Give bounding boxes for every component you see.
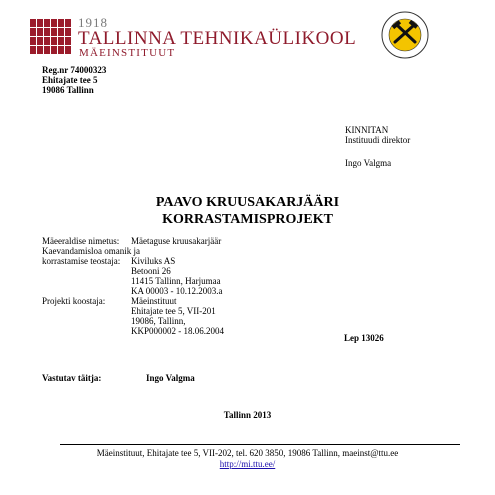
author-line: Ehitajate tee 5, VII-201 xyxy=(131,306,216,316)
executor-line: Betooni 26 xyxy=(131,266,171,276)
purpose-value: Mäetaguse kruusakarjäär xyxy=(131,236,222,246)
purpose-label: Mäeeraldise nimetus: xyxy=(42,236,120,246)
institute-name: MÄEINSTITUUT xyxy=(79,47,176,59)
author-line: KKP000002 - 18.06.2004 xyxy=(131,326,225,336)
address-street: Ehitajate tee 5 xyxy=(42,75,98,85)
approval-role: Instituudi direktor xyxy=(345,135,411,145)
approval-name: Ingo Valgma xyxy=(345,158,392,168)
owner-label: Kaevandamisloa omanik ja xyxy=(42,246,140,256)
executor-line: Kiviluks AS xyxy=(131,256,176,266)
author-label: Projekti koostaja: xyxy=(42,296,106,306)
executor-line: KA 00003 - 10.12.2003.a xyxy=(131,286,223,296)
executor-label: korrastamise teostaja: xyxy=(42,256,121,266)
author-line: Mäeinstituut xyxy=(131,296,177,306)
footer-contact: Mäeinstituut, Ehitajate tee 5, VII-202, tel. 620 3850, 19086 Tallinn, maeinst@ttu.ee xyxy=(96,448,399,458)
footer-url-link[interactable]: http://mi.ttu.ee/ xyxy=(219,459,276,469)
contract-number: Lep 13026 xyxy=(344,333,384,343)
logo-year: 1918 xyxy=(78,15,108,30)
approval-label: KINNITAN xyxy=(345,125,389,135)
university-logo-mark xyxy=(30,19,73,55)
responsible-name: Ingo Valgma xyxy=(146,373,195,383)
responsible-label: Vastutav täitja: xyxy=(42,373,102,383)
document-title-line2: KORRASTAMISPROJEKT xyxy=(162,212,333,227)
document-title-line1: PAAVO KRUUSAKARJÄÄRI xyxy=(155,195,340,210)
registration-number: Reg.nr 74000323 xyxy=(42,65,107,75)
institute-emblem-icon xyxy=(380,10,430,60)
address-city: 19086 Tallinn xyxy=(42,85,94,95)
footer-divider xyxy=(60,444,460,445)
executor-line: 11415 Tallinn, Harjumaa xyxy=(131,276,221,286)
university-name: TALLINNA TEHNIKAÜLIKOOL xyxy=(78,28,357,49)
place-year: Tallinn 2013 xyxy=(223,410,272,420)
author-line: 19086, Tallinn, xyxy=(131,316,186,326)
